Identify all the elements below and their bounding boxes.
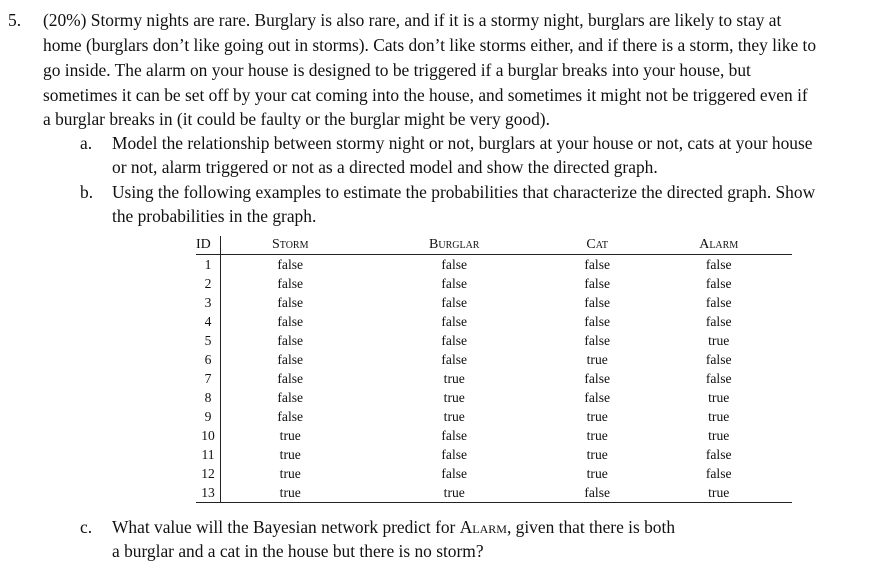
question-line-1: (20%) Stormy nights are rare. Burglary is also rare, and if it is a stormy night, burglars are likely to stay at [43, 10, 782, 30]
cell-id: 6 [196, 350, 221, 369]
cell-storm: true [279, 465, 301, 481]
cell-id: 8 [196, 388, 221, 407]
table-row [196, 483, 792, 503]
part-b-line-1: Using the following examples to estimate the probabilities that characterize the directed graph. Show [112, 182, 816, 202]
table-row [196, 331, 792, 350]
cell-cat: false [584, 275, 611, 291]
cell-storm: true [279, 446, 301, 462]
cell-storm: false [277, 256, 304, 272]
cell-cat: false [584, 256, 611, 272]
cell-alarm: false [705, 370, 732, 386]
question-number: 5. [8, 10, 22, 30]
table-row [196, 388, 792, 407]
header-burglar: Burglar [359, 236, 549, 255]
examples-table [196, 236, 792, 503]
part-b-letter: b. [80, 182, 94, 202]
table-row [196, 426, 792, 445]
table-body [196, 255, 792, 503]
cell-alarm: false [705, 465, 732, 481]
table-row [196, 274, 792, 293]
cell-burglar: false [441, 256, 468, 272]
cell-id: 4 [196, 312, 221, 331]
part-c-text-before: What value will the Bayesian network predict for [112, 517, 460, 537]
header-storm: Storm [221, 236, 360, 255]
cell-storm: false [277, 332, 304, 348]
cell-id: 1 [196, 255, 221, 275]
cell-cat: false [584, 370, 611, 386]
cell-cat: true [586, 427, 608, 443]
cell-burglar: true [443, 370, 465, 386]
cell-burglar: false [441, 465, 468, 481]
cell-burglar: true [443, 408, 465, 424]
part-c-line-2: a burglar and a cat in the house but there is no storm? [112, 541, 484, 561]
cell-burglar: false [441, 294, 468, 310]
cell-alarm: false [705, 446, 732, 462]
header-id: ID [196, 236, 221, 255]
question-line-5: a burglar breaks in (it could be faulty or the burglar might be very good). [43, 109, 550, 129]
question-line-3: go inside. The alarm on your house is designed to be triggered if a burglar breaks into your house, but [43, 60, 751, 80]
cell-burglar: false [441, 275, 468, 291]
cell-storm: true [279, 427, 301, 443]
cell-alarm: true [645, 483, 792, 503]
cell-burglar: false [441, 446, 468, 462]
cell-storm: false [277, 313, 304, 329]
cell-alarm: false [705, 351, 732, 367]
cell-storm: false [277, 389, 304, 405]
table-row [196, 255, 792, 275]
cell-id: 3 [196, 293, 221, 312]
cell-cat: false [549, 483, 645, 503]
cell-burglar: false [441, 332, 468, 348]
cell-alarm: true [708, 427, 730, 443]
cell-burglar: false [441, 427, 468, 443]
part-c-alarm-term: Alarm [459, 517, 507, 537]
cell-storm: true [221, 483, 360, 503]
cell-cat: false [584, 389, 611, 405]
cell-cat: true [586, 351, 608, 367]
cell-id: 11 [196, 445, 221, 464]
part-b-line-2: the probabilities in the graph. [112, 206, 317, 226]
table-row [196, 369, 792, 388]
table-row [196, 293, 792, 312]
cell-alarm: false [705, 256, 732, 272]
part-c-letter: c. [80, 517, 93, 537]
cell-storm: false [277, 370, 304, 386]
cell-alarm: false [705, 275, 732, 291]
cell-id: 13 [196, 483, 221, 503]
cell-alarm: false [705, 313, 732, 329]
cell-storm: false [277, 275, 304, 291]
cell-cat: false [584, 332, 611, 348]
cell-storm: false [277, 294, 304, 310]
table-row [196, 407, 792, 426]
part-a-line-2: or not, alarm triggered or not as a directed model and show the directed graph. [112, 157, 658, 177]
cell-id: 5 [196, 331, 221, 350]
question-line-2: home (burglars don’t like going out in storms). Cats don’t like storms either, and if there is a storm, they like to [43, 35, 817, 55]
question-line-4: sometimes it can be set off by your cat coming into the house, and sometimes it might not be triggered even if [43, 85, 808, 105]
cell-alarm: false [705, 294, 732, 310]
cell-burglar: false [441, 351, 468, 367]
cell-cat: false [584, 313, 611, 329]
cell-cat: false [584, 294, 611, 310]
table-row [196, 312, 792, 331]
cell-id: 10 [196, 426, 221, 445]
part-c-text-after: , given that there is both [506, 517, 676, 537]
cell-alarm: true [708, 389, 730, 405]
header-cat: Cat [549, 236, 645, 255]
cell-storm: false [277, 408, 304, 424]
cell-storm: false [277, 351, 304, 367]
table-row [196, 464, 792, 483]
cell-burglar: false [441, 313, 468, 329]
cell-alarm: true [708, 408, 730, 424]
cell-cat: true [586, 446, 608, 462]
cell-cat: true [586, 465, 608, 481]
cell-id: 2 [196, 274, 221, 293]
part-a-letter: a. [80, 133, 93, 153]
cell-cat: true [586, 408, 608, 424]
cell-id: 12 [196, 464, 221, 483]
header-alarm: Alarm [645, 236, 792, 255]
cell-burglar: true [359, 483, 549, 503]
cell-burglar: true [443, 389, 465, 405]
table-header-row [196, 236, 792, 255]
table-row [196, 350, 792, 369]
table-row [196, 445, 792, 464]
cell-id: 9 [196, 407, 221, 426]
part-a-line-1: Model the relationship between stormy night or not, burglars at your house or not, cats at your house [112, 133, 813, 153]
cell-id: 7 [196, 369, 221, 388]
cell-alarm: true [708, 332, 730, 348]
part-c-line-1 [112, 515, 675, 539]
